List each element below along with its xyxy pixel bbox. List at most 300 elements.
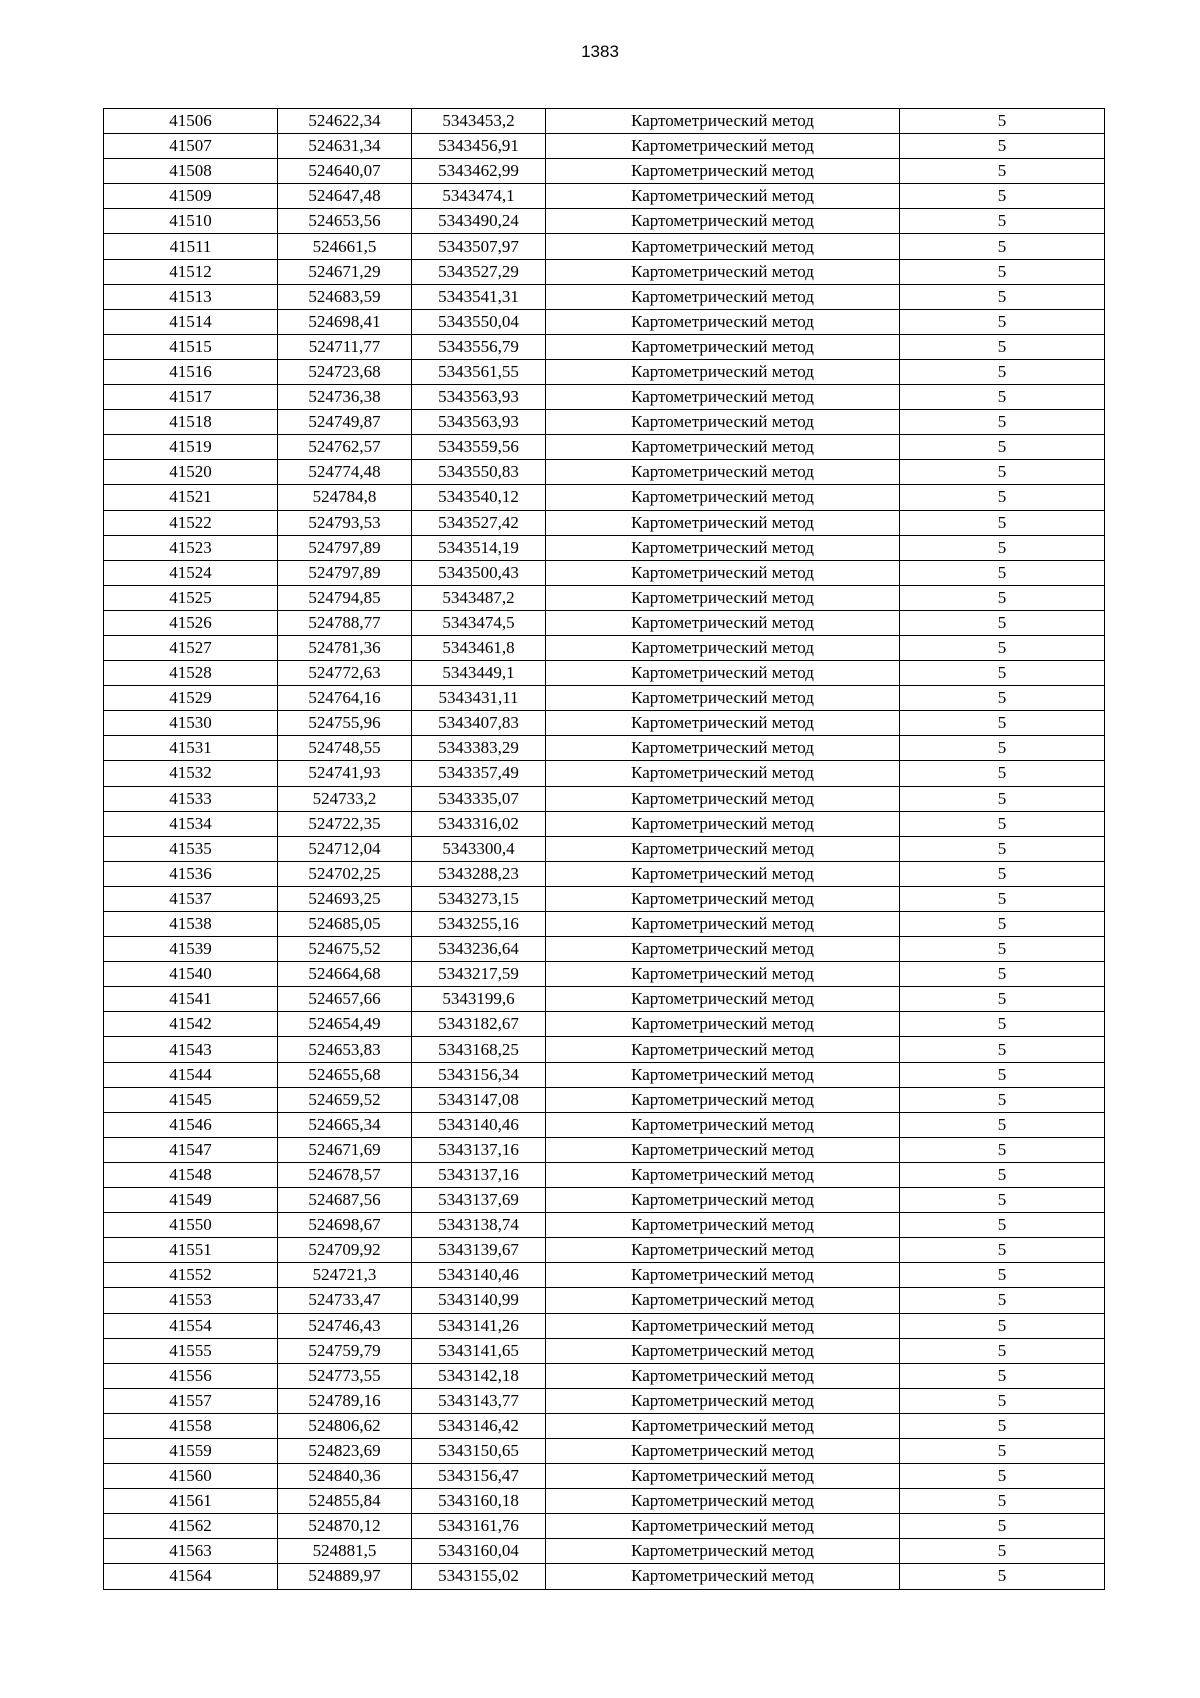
accuracy-cell: 5 [900,385,1105,410]
y-coordinate-cell: 5343556,79 [412,334,546,359]
accuracy-cell: 5 [900,1062,1105,1087]
accuracy-cell: 5 [900,109,1105,134]
x-coordinate-cell: 524659,52 [278,1087,412,1112]
y-coordinate-cell: 5343140,46 [412,1263,546,1288]
coordinates-table-body [104,109,1105,1590]
table-row [104,811,1105,836]
method-cell: Картометрический метод [546,635,900,660]
method-cell: Картометрический метод [546,209,900,234]
method-cell: Картометрический метод [546,460,900,485]
table-row [104,535,1105,560]
y-coordinate-cell: 5343147,08 [412,1087,546,1112]
y-coordinate-cell: 5343561,55 [412,359,546,384]
method-cell: Картометрический метод [546,535,900,560]
accuracy-cell: 5 [900,736,1105,761]
accuracy-cell: 5 [900,1213,1105,1238]
x-coordinate-cell: 524709,92 [278,1238,412,1263]
method-cell: Картометрический метод [546,1464,900,1489]
accuracy-cell: 5 [900,836,1105,861]
accuracy-cell: 5 [900,485,1105,510]
x-coordinate-cell: 524855,84 [278,1489,412,1514]
accuracy-cell: 5 [900,1188,1105,1213]
accuracy-cell: 5 [900,435,1105,460]
accuracy-cell: 5 [900,510,1105,535]
table-row [104,635,1105,660]
table-row [104,585,1105,610]
point-number-cell: 41554 [104,1313,278,1338]
accuracy-cell: 5 [900,1137,1105,1162]
point-number-cell: 41558 [104,1413,278,1438]
y-coordinate-cell: 5343357,49 [412,761,546,786]
table-row [104,209,1105,234]
method-cell: Картометрический метод [546,1188,900,1213]
table-row [104,736,1105,761]
method-cell: Картометрический метод [546,1489,900,1514]
method-cell: Картометрический метод [546,485,900,510]
x-coordinate-cell: 524723,68 [278,359,412,384]
point-number-cell: 41532 [104,761,278,786]
method-cell: Картометрический метод [546,585,900,610]
method-cell: Картометрический метод [546,1112,900,1137]
x-coordinate-cell: 524823,69 [278,1438,412,1463]
table-row [104,1188,1105,1213]
accuracy-cell: 5 [900,761,1105,786]
x-coordinate-cell: 524721,3 [278,1263,412,1288]
table-row [104,1438,1105,1463]
point-number-cell: 41526 [104,610,278,635]
accuracy-cell: 5 [900,1238,1105,1263]
x-coordinate-cell: 524653,56 [278,209,412,234]
y-coordinate-cell: 5343255,16 [412,912,546,937]
table-row [104,1037,1105,1062]
x-coordinate-cell: 524711,77 [278,334,412,359]
y-coordinate-cell: 5343456,91 [412,134,546,159]
point-number-cell: 41548 [104,1162,278,1187]
x-coordinate-cell: 524653,83 [278,1037,412,1062]
table-row [104,1238,1105,1263]
accuracy-cell: 5 [900,1037,1105,1062]
accuracy-cell: 5 [900,1338,1105,1363]
accuracy-cell: 5 [900,1514,1105,1539]
y-coordinate-cell: 5343407,83 [412,711,546,736]
table-row [104,1363,1105,1388]
table-row [104,234,1105,259]
method-cell: Картометрический метод [546,410,900,435]
coordinates-table [103,108,1105,1590]
table-row [104,661,1105,686]
accuracy-cell: 5 [900,962,1105,987]
method-cell: Картометрический метод [546,1438,900,1463]
page-number: 1383 [581,42,619,61]
point-number-cell: 41559 [104,1438,278,1463]
method-cell: Картометрический метод [546,1012,900,1037]
y-coordinate-cell: 5343550,04 [412,309,546,334]
x-coordinate-cell: 524797,89 [278,560,412,585]
point-number-cell: 41515 [104,334,278,359]
x-coordinate-cell: 524806,62 [278,1413,412,1438]
method-cell: Картометрический метод [546,1087,900,1112]
x-coordinate-cell: 524764,16 [278,686,412,711]
table-row [104,610,1105,635]
method-cell: Картометрический метод [546,686,900,711]
table-row [104,460,1105,485]
table-row [104,1313,1105,1338]
accuracy-cell: 5 [900,1489,1105,1514]
table-row [104,1514,1105,1539]
x-coordinate-cell: 524789,16 [278,1388,412,1413]
point-number-cell: 41543 [104,1037,278,1062]
y-coordinate-cell: 5343500,43 [412,560,546,585]
table-row [104,836,1105,861]
method-cell: Картометрический метод [546,159,900,184]
method-cell: Картометрический метод [546,334,900,359]
accuracy-cell: 5 [900,159,1105,184]
y-coordinate-cell: 5343490,24 [412,209,546,234]
y-coordinate-cell: 5343141,26 [412,1313,546,1338]
method-cell: Картометрический метод [546,234,900,259]
x-coordinate-cell: 524665,34 [278,1112,412,1137]
accuracy-cell: 5 [900,886,1105,911]
method-cell: Картометрический метод [546,861,900,886]
y-coordinate-cell: 5343156,34 [412,1062,546,1087]
table-row [104,385,1105,410]
point-number-cell: 41533 [104,786,278,811]
y-coordinate-cell: 5343527,29 [412,259,546,284]
table-row [104,309,1105,334]
y-coordinate-cell: 5343141,65 [412,1338,546,1363]
point-number-cell: 41538 [104,912,278,937]
method-cell: Картометрический метод [546,510,900,535]
accuracy-cell: 5 [900,585,1105,610]
accuracy-cell: 5 [900,259,1105,284]
accuracy-cell: 5 [900,610,1105,635]
x-coordinate-cell: 524793,53 [278,510,412,535]
y-coordinate-cell: 5343236,64 [412,937,546,962]
accuracy-cell: 5 [900,987,1105,1012]
x-coordinate-cell: 524772,63 [278,661,412,686]
method-cell: Картометрический метод [546,937,900,962]
accuracy-cell: 5 [900,1564,1105,1589]
x-coordinate-cell: 524774,48 [278,460,412,485]
point-number-cell: 41521 [104,485,278,510]
point-number-cell: 41509 [104,184,278,209]
x-coordinate-cell: 524631,34 [278,134,412,159]
table-row [104,1564,1105,1589]
y-coordinate-cell: 5343453,2 [412,109,546,134]
point-number-cell: 41531 [104,736,278,761]
table-row [104,886,1105,911]
x-coordinate-cell: 524702,25 [278,861,412,886]
y-coordinate-cell: 5343288,23 [412,861,546,886]
method-cell: Картометрический метод [546,560,900,585]
accuracy-cell: 5 [900,1413,1105,1438]
x-coordinate-cell: 524693,25 [278,886,412,911]
method-cell: Картометрический метод [546,1539,900,1564]
accuracy-cell: 5 [900,1363,1105,1388]
table-row [104,1062,1105,1087]
accuracy-cell: 5 [900,1464,1105,1489]
point-number-cell: 41537 [104,886,278,911]
accuracy-cell: 5 [900,1438,1105,1463]
point-number-cell: 41544 [104,1062,278,1087]
point-number-cell: 41555 [104,1338,278,1363]
accuracy-cell: 5 [900,1263,1105,1288]
method-cell: Картометрический метод [546,1413,900,1438]
method-cell: Картометрический метод [546,385,900,410]
table-row [104,987,1105,1012]
accuracy-cell: 5 [900,1112,1105,1137]
point-number-cell: 41529 [104,686,278,711]
accuracy-cell: 5 [900,1539,1105,1564]
table-row [104,259,1105,284]
y-coordinate-cell: 5343137,16 [412,1137,546,1162]
accuracy-cell: 5 [900,1288,1105,1313]
table-row [104,761,1105,786]
y-coordinate-cell: 5343383,29 [412,736,546,761]
x-coordinate-cell: 524781,36 [278,635,412,660]
accuracy-cell: 5 [900,184,1105,209]
method-cell: Картометрический метод [546,359,900,384]
y-coordinate-cell: 5343140,99 [412,1288,546,1313]
table-row [104,1539,1105,1564]
y-coordinate-cell: 5343156,47 [412,1464,546,1489]
table-row [104,359,1105,384]
point-number-cell: 41540 [104,962,278,987]
point-number-cell: 41517 [104,385,278,410]
table-row [104,184,1105,209]
table-row [104,1213,1105,1238]
method-cell: Картометрический метод [546,1037,900,1062]
y-coordinate-cell: 5343461,8 [412,635,546,660]
table-row [104,334,1105,359]
x-coordinate-cell: 524741,93 [278,761,412,786]
point-number-cell: 41507 [104,134,278,159]
point-number-cell: 41550 [104,1213,278,1238]
table-row [104,1263,1105,1288]
table-row [104,284,1105,309]
y-coordinate-cell: 5343541,31 [412,284,546,309]
y-coordinate-cell: 5343137,69 [412,1188,546,1213]
accuracy-cell: 5 [900,1313,1105,1338]
method-cell: Картометрический метод [546,1514,900,1539]
point-number-cell: 41512 [104,259,278,284]
x-coordinate-cell: 524755,96 [278,711,412,736]
x-coordinate-cell: 524746,43 [278,1313,412,1338]
table-row [104,711,1105,736]
x-coordinate-cell: 524773,55 [278,1363,412,1388]
table-row [104,134,1105,159]
y-coordinate-cell: 5343335,07 [412,786,546,811]
accuracy-cell: 5 [900,334,1105,359]
table-row [104,1338,1105,1363]
method-cell: Картометрический метод [546,109,900,134]
x-coordinate-cell: 524870,12 [278,1514,412,1539]
method-cell: Картометрический метод [546,912,900,937]
point-number-cell: 41522 [104,510,278,535]
point-number-cell: 41508 [104,159,278,184]
x-coordinate-cell: 524733,2 [278,786,412,811]
table-row [104,1012,1105,1037]
accuracy-cell: 5 [900,1388,1105,1413]
method-cell: Картометрический метод [546,284,900,309]
point-number-cell: 41523 [104,535,278,560]
y-coordinate-cell: 5343273,15 [412,886,546,911]
method-cell: Картометрический метод [546,1263,900,1288]
method-cell: Картометрический метод [546,1162,900,1187]
x-coordinate-cell: 524698,41 [278,309,412,334]
point-number-cell: 41546 [104,1112,278,1137]
point-number-cell: 41510 [104,209,278,234]
x-coordinate-cell: 524654,49 [278,1012,412,1037]
accuracy-cell: 5 [900,535,1105,560]
x-coordinate-cell: 524881,5 [278,1539,412,1564]
point-number-cell: 41549 [104,1188,278,1213]
x-coordinate-cell: 524687,56 [278,1188,412,1213]
table-row [104,1112,1105,1137]
point-number-cell: 41535 [104,836,278,861]
method-cell: Картометрический метод [546,1213,900,1238]
y-coordinate-cell: 5343316,02 [412,811,546,836]
table-row [104,1489,1105,1514]
method-cell: Картометрический метод [546,1363,900,1388]
accuracy-cell: 5 [900,1162,1105,1187]
table-row [104,159,1105,184]
y-coordinate-cell: 5343150,65 [412,1438,546,1463]
method-cell: Картометрический метод [546,1137,900,1162]
y-coordinate-cell: 5343527,42 [412,510,546,535]
accuracy-cell: 5 [900,1012,1105,1037]
x-coordinate-cell: 524736,38 [278,385,412,410]
y-coordinate-cell: 5343217,59 [412,962,546,987]
x-coordinate-cell: 524671,29 [278,259,412,284]
point-number-cell: 41552 [104,1263,278,1288]
method-cell: Картометрический метод [546,134,900,159]
accuracy-cell: 5 [900,134,1105,159]
x-coordinate-cell: 524661,5 [278,234,412,259]
y-coordinate-cell: 5343160,04 [412,1539,546,1564]
accuracy-cell: 5 [900,661,1105,686]
point-number-cell: 41560 [104,1464,278,1489]
point-number-cell: 41553 [104,1288,278,1313]
x-coordinate-cell: 524640,07 [278,159,412,184]
point-number-cell: 41563 [104,1539,278,1564]
point-number-cell: 41561 [104,1489,278,1514]
x-coordinate-cell: 524889,97 [278,1564,412,1589]
y-coordinate-cell: 5343139,67 [412,1238,546,1263]
method-cell: Картометрический метод [546,610,900,635]
y-coordinate-cell: 5343449,1 [412,661,546,686]
y-coordinate-cell: 5343155,02 [412,1564,546,1589]
accuracy-cell: 5 [900,209,1105,234]
y-coordinate-cell: 5343168,25 [412,1037,546,1062]
method-cell: Картометрический метод [546,1313,900,1338]
accuracy-cell: 5 [900,309,1105,334]
y-coordinate-cell: 5343474,1 [412,184,546,209]
table-row [104,1137,1105,1162]
point-number-cell: 41520 [104,460,278,485]
table-row [104,861,1105,886]
accuracy-cell: 5 [900,686,1105,711]
y-coordinate-cell: 5343563,93 [412,410,546,435]
table-row [104,410,1105,435]
point-number-cell: 41525 [104,585,278,610]
accuracy-cell: 5 [900,359,1105,384]
x-coordinate-cell: 524683,59 [278,284,412,309]
x-coordinate-cell: 524685,05 [278,912,412,937]
x-coordinate-cell: 524664,68 [278,962,412,987]
accuracy-cell: 5 [900,811,1105,836]
x-coordinate-cell: 524840,36 [278,1464,412,1489]
y-coordinate-cell: 5343138,74 [412,1213,546,1238]
y-coordinate-cell: 5343146,42 [412,1413,546,1438]
accuracy-cell: 5 [900,786,1105,811]
method-cell: Картометрический метод [546,184,900,209]
accuracy-cell: 5 [900,711,1105,736]
method-cell: Картометрический метод [546,886,900,911]
y-coordinate-cell: 5343137,16 [412,1162,546,1187]
accuracy-cell: 5 [900,284,1105,309]
point-number-cell: 41536 [104,861,278,886]
point-number-cell: 41518 [104,410,278,435]
y-coordinate-cell: 5343507,97 [412,234,546,259]
point-number-cell: 41545 [104,1087,278,1112]
y-coordinate-cell: 5343462,99 [412,159,546,184]
accuracy-cell: 5 [900,460,1105,485]
point-number-cell: 41513 [104,284,278,309]
accuracy-cell: 5 [900,560,1105,585]
y-coordinate-cell: 5343199,6 [412,987,546,1012]
y-coordinate-cell: 5343550,83 [412,460,546,485]
y-coordinate-cell: 5343160,18 [412,1489,546,1514]
point-number-cell: 41556 [104,1363,278,1388]
point-number-cell: 41530 [104,711,278,736]
method-cell: Картометрический метод [546,435,900,460]
x-coordinate-cell: 524678,57 [278,1162,412,1187]
point-number-cell: 41524 [104,560,278,585]
point-number-cell: 41541 [104,987,278,1012]
method-cell: Картометрический метод [546,987,900,1012]
y-coordinate-cell: 5343514,19 [412,535,546,560]
x-coordinate-cell: 524748,55 [278,736,412,761]
method-cell: Картометрический метод [546,259,900,284]
table-row [104,560,1105,585]
method-cell: Картометрический метод [546,1288,900,1313]
accuracy-cell: 5 [900,937,1105,962]
x-coordinate-cell: 524622,34 [278,109,412,134]
point-number-cell: 41562 [104,1514,278,1539]
accuracy-cell: 5 [900,861,1105,886]
point-number-cell: 41534 [104,811,278,836]
accuracy-cell: 5 [900,635,1105,660]
method-cell: Картометрический метод [546,1564,900,1589]
method-cell: Картометрический метод [546,786,900,811]
table-row [104,786,1105,811]
y-coordinate-cell: 5343182,67 [412,1012,546,1037]
x-coordinate-cell: 524762,57 [278,435,412,460]
method-cell: Картометрический метод [546,1238,900,1263]
point-number-cell: 41551 [104,1238,278,1263]
x-coordinate-cell: 524671,69 [278,1137,412,1162]
y-coordinate-cell: 5343487,2 [412,585,546,610]
method-cell: Картометрический метод [546,736,900,761]
x-coordinate-cell: 524794,85 [278,585,412,610]
point-number-cell: 41542 [104,1012,278,1037]
x-coordinate-cell: 524749,87 [278,410,412,435]
x-coordinate-cell: 524722,35 [278,811,412,836]
y-coordinate-cell: 5343300,4 [412,836,546,861]
method-cell: Картометрический метод [546,1062,900,1087]
accuracy-cell: 5 [900,912,1105,937]
